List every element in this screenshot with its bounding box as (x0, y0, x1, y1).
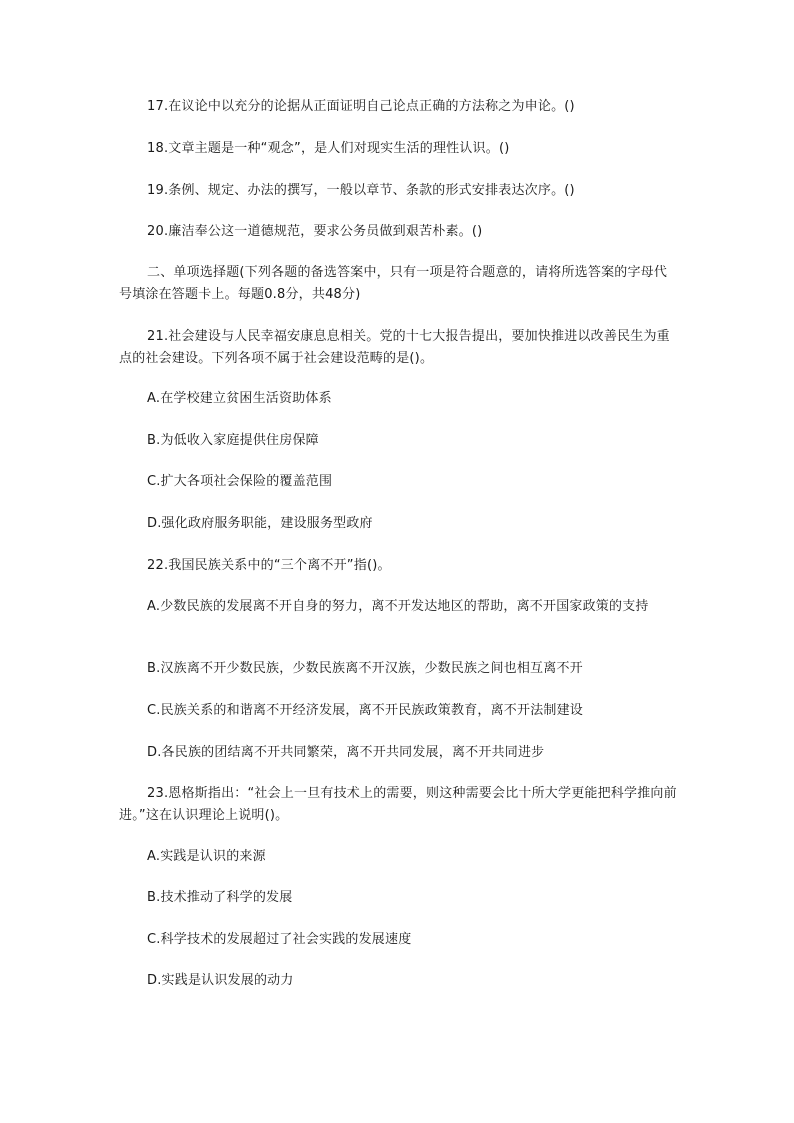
question-17: 17.在议论中以充分的论据从正面证明自己论点正确的方法称之为申论。() (147, 99, 575, 114)
question-19: 19.条例、规定、办法的撰写，一般以章节、条款的形式安排表达次序。() (147, 183, 575, 198)
question-21-option-a: A.在学校建立贫困生活资助体系 (147, 391, 332, 406)
question-23-option-c: C.科学技术的发展超过了社会实践的发展速度 (147, 932, 412, 947)
question-22-option-d: D.各民族的团结离不开共同繁荣，离不开共同发展，离不开共同进步 (147, 745, 545, 760)
question-22-option-c: C.民族关系的和谐离不开经济发展，离不开民族政策教育，离不开法制建设 (147, 703, 584, 718)
section-2-heading: 二、单项选择题(下列各题的备选答案中，只有一项是符合题意的，请将所选答案的字母代号填涂在答题卡上。每题0.8分，共48分) (119, 265, 668, 302)
question-23-option-d: D.实践是认识发展的动力 (147, 973, 294, 988)
question-18: 18.文章主题是一种“观念”，是人们对现实生活的理性认识。() (147, 141, 510, 156)
question-21-option-d: D.强化政府服务职能，建设服务型政府 (147, 516, 373, 531)
question-20: 20.廉洁奉公这一道德规范，要求公务员做到艰苦朴素。() (147, 224, 483, 239)
question-21-option-b: B.为低收入家庭提供住房保障 (147, 433, 319, 448)
question-22-option-a: A.少数民族的发展离不开自身的努力，离不开发达地区的帮助，离不开国家政策的支持 (147, 599, 649, 614)
question-21-stem: 21.社会建设与人民幸福安康息息相关。党的十七大报告提出，要加快推进以改善民生为重点的社会建设。下列各项不属于社会建设范畴的是()。 (119, 329, 670, 366)
question-21-option-c: C.扩大各项社会保险的覆盖范围 (147, 474, 333, 489)
question-23-option-a: A.实践是认识的来源 (147, 849, 266, 864)
question-23-stem: 23.恩格斯指出：“社会上一旦有技术上的需要，则这种需要会比十所大学更能把科学推向前进。”这在认识理论上说明()。 (119, 786, 677, 823)
question-22-option-b: B.汉族离不开少数民族，少数民族离不开汉族，少数民族之间也相互离不开 (147, 661, 583, 676)
question-23-option-b: B.技术推动了科学的发展 (147, 890, 293, 905)
question-22-stem: 22.我国民族关系中的“三个离不开”指()。 (147, 558, 391, 573)
